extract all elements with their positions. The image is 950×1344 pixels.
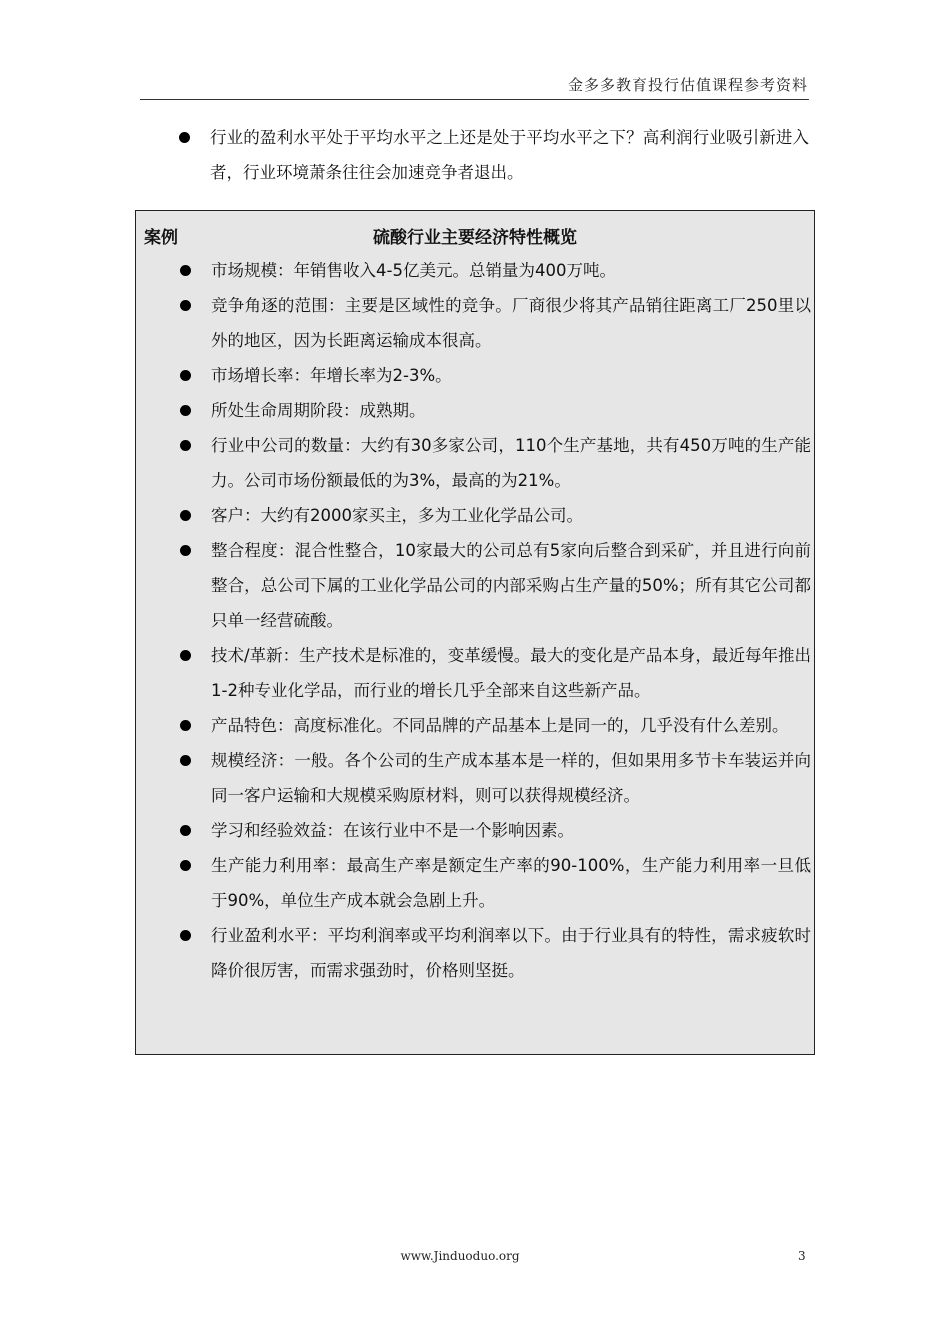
intro-item [140, 120, 809, 190]
bullet-icon [180, 405, 191, 416]
list-item [141, 708, 811, 743]
list-item [141, 813, 811, 848]
bullet-icon [180, 930, 191, 941]
bullet-icon [180, 860, 191, 871]
bullet-icon [180, 265, 191, 276]
bullet-icon [180, 440, 191, 451]
case-title: 硫酸行业主要经济特性概览 [373, 228, 577, 248]
list-item-text: 市场增长率：年增长率为2-3%。 [211, 366, 452, 385]
intro-list [140, 120, 809, 190]
list-item-text: 客户：大约有2000家买主，多为工业化学品公司。 [211, 506, 583, 525]
bullet-icon [180, 720, 191, 731]
list-item-text: 产品特色：高度标准化。不同品牌的产品基本上是同一的，几乎没有什么差别。 [211, 716, 789, 735]
list-item [141, 393, 811, 428]
case-label: 案例 [144, 228, 178, 248]
list-item-text: 生产能力利用率：最高生产率是额定生产率的90-100%，生产能力利用率一旦低于90%，单位生产成本就会急剧上升。 [211, 856, 811, 910]
list-item [141, 743, 811, 813]
bullet-icon [180, 545, 191, 556]
case-box [135, 210, 815, 1055]
bullet-icon [180, 370, 191, 381]
list-item-text: 竞争角逐的范围：主要是区域性的竞争。厂商很少将其产品销往距离工厂250里以外的地区，因为长距离运输成本很高。 [211, 296, 811, 350]
bullet-icon [180, 510, 191, 521]
bullet-icon [180, 300, 191, 311]
list-item [141, 848, 811, 918]
list-item-text: 规模经济：一般。各个公司的生产成本基本是一样的，但如果用多节卡车装运并向同一客户运输和大规模采购原材料，则可以获得规模经济。 [211, 751, 811, 805]
list-item-text: 行业盈利水平：平均利润率或平均利润率以下。由于行业具有的特性，需求疲软时降价很厉害，而需求强劲时，价格则坚挺。 [211, 926, 811, 980]
list-item-text: 市场规模：年销售收入4-5亿美元。总销量为400万吨。 [211, 261, 616, 280]
header-divider [140, 99, 809, 100]
bullet-icon [179, 132, 190, 143]
list-item [141, 288, 811, 358]
list-item-text: 行业中公司的数量：大约有30多家公司，110个生产基地，共有450万吨的生产能力。公司市场份额最低的为3%，最高的为21%。 [211, 436, 811, 490]
list-item-text: 学习和经验效益：在该行业中不是一个影响因素。 [211, 821, 574, 840]
list-item [141, 918, 811, 988]
list-item [141, 358, 811, 393]
header-title: 金多多教育投行估值课程参考资料 [567, 76, 808, 94]
list-item-text: 整合程度：混合性整合，10家最大的公司总有5家向后整合到采矿，并且进行向前整合，总公司下属的工业化学品公司的内部采购占生产量的50%；所有其它公司都只单一经营硫酸。 [211, 541, 811, 630]
list-item [141, 498, 811, 533]
bullet-icon [180, 825, 191, 836]
page-number: 3 [798, 1249, 806, 1263]
list-item-text: 技术/革新：生产技术是标准的，变革缓慢。最大的变化是产品本身，最近每年推出1-2种专业化学品，而行业的增长几乎全部来自这些新产品。 [211, 646, 811, 700]
intro-item-text: 行业的盈利水平处于平均水平之上还是处于平均水平之下？高利润行业吸引新进入者，行业环境萧条往往会加速竞争者退出。 [210, 128, 809, 182]
list-item-text: 所处生命周期阶段：成熟期。 [211, 401, 426, 420]
case-list [141, 253, 811, 988]
list-item [141, 638, 811, 708]
list-item [141, 253, 811, 288]
bullet-icon [180, 650, 191, 661]
list-item [141, 428, 811, 498]
footer-url: www.Jinduoduo.org [400, 1249, 520, 1263]
bullet-icon [180, 755, 191, 766]
case-header [136, 211, 814, 251]
list-item [141, 533, 811, 638]
